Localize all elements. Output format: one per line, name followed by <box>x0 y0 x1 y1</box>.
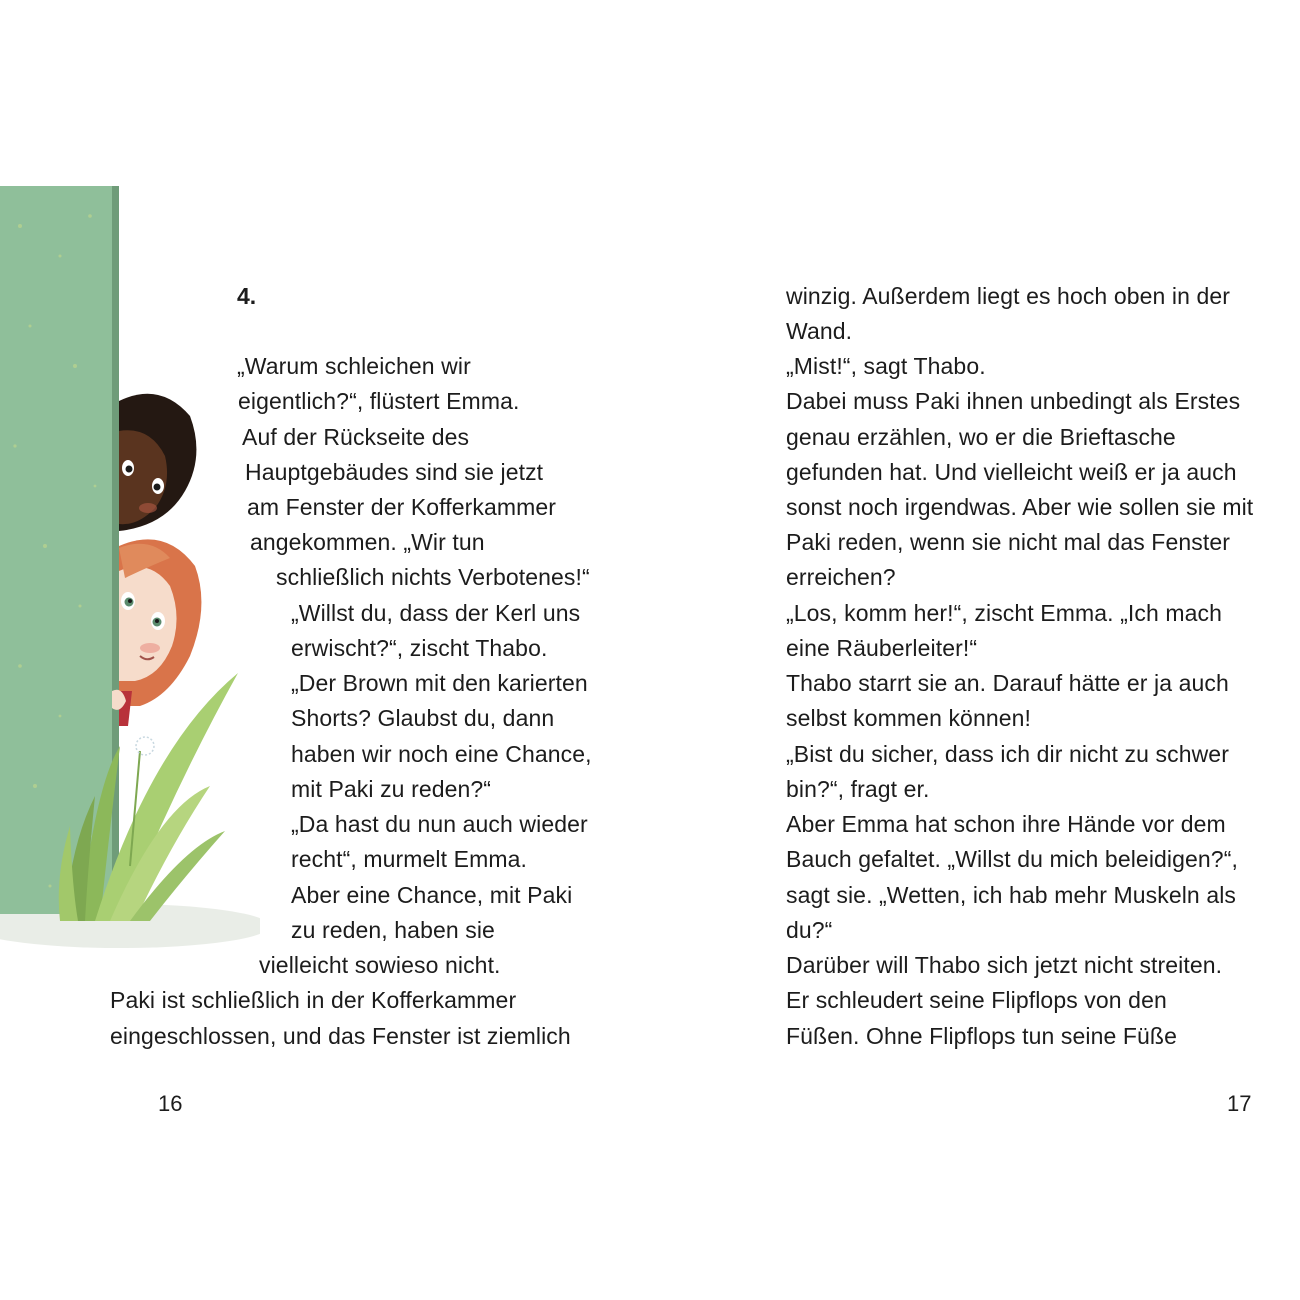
left-line: eingeschlossen, und das Fenster ist ziemlich <box>110 1023 571 1049</box>
left-line: schließlich nichts Verbotenes!“ <box>276 564 590 590</box>
right-line: winzig. Außerdem liegt es hoch oben in der <box>786 283 1231 309</box>
right-line: sagt sie. „Wetten, ich hab mehr Muskeln als <box>786 882 1237 908</box>
right-line: „Los, komm her!“, zischt Emma. „Ich mach <box>786 600 1222 626</box>
right-line: Bauch gefaltet. „Willst du mich beleidigen?“, <box>786 846 1238 872</box>
left-line: „Da hast du nun auch wieder <box>291 811 588 837</box>
right-line: sonst noch irgendwas. Aber wie sollen sie mit <box>786 494 1254 520</box>
right-line: Aber Emma hat schon ihre Hände vor dem <box>786 811 1226 837</box>
page-number-left: 16 <box>158 1091 183 1116</box>
right-line: Darüber will Thabo sich jetzt nicht streiten. <box>786 952 1223 978</box>
left-line: „Der Brown mit den karierten <box>291 670 588 696</box>
left-line: zu reden, haben sie <box>291 917 495 943</box>
left-line: am Fenster der Kofferkammer <box>247 494 557 520</box>
page-number-right: 17 <box>1227 1091 1252 1116</box>
left-line: Paki ist schließlich in der Kofferkammer <box>110 987 517 1013</box>
girl-character <box>112 539 201 726</box>
right-line: Thabo starrt sie an. Darauf hätte er ja auch <box>786 670 1229 696</box>
illustration-children-peeking <box>0 186 260 966</box>
left-line: „Willst du, dass der Kerl uns <box>291 600 581 626</box>
right-line: erreichen? <box>786 564 896 590</box>
left-line: haben wir noch eine Chance, <box>291 741 592 767</box>
right-line: Paki reden, wenn sie nicht mal das Fenster <box>786 529 1230 555</box>
left-line: Shorts? Glaubst du, dann <box>291 705 555 731</box>
left-line: vielleicht sowieso nicht. <box>259 952 501 978</box>
right-line: Füßen. Ohne Flipflops tun seine Füße <box>786 1023 1177 1049</box>
left-line: Hauptgebäudes sind sie jetzt <box>245 459 544 485</box>
left-line: angekommen. „Wir tun <box>250 529 485 555</box>
left-line: mit Paki zu reden?“ <box>291 776 492 802</box>
right-line: „Mist!“, sagt Thabo. <box>786 353 986 379</box>
right-line: Wand. <box>786 318 853 344</box>
right-line: eine Räuberleiter!“ <box>786 635 978 661</box>
right-line: genau erzählen, wo er die Brieftasche <box>786 424 1176 450</box>
left-line: eigentlich?“, flüstert Emma. <box>238 388 520 414</box>
right-line: Dabei muss Paki ihnen unbedingt als Erstes <box>786 388 1241 414</box>
right-line: Er schleudert seine Flipflops von den <box>786 987 1167 1013</box>
boy-character <box>119 394 196 531</box>
right-line: bin?“, fragt er. <box>786 776 930 802</box>
chapter-number: 4. <box>237 283 257 309</box>
left-line: Auf der Rückseite des <box>242 424 470 450</box>
right-line: „Bist du sicher, dass ich dir nicht zu schwer <box>786 741 1229 767</box>
right-line: gefunden hat. Und vielleicht weiß er ja auch <box>786 459 1237 485</box>
left-line: recht“, murmelt Emma. <box>291 846 527 872</box>
right-line: selbst kommen können! <box>786 705 1032 731</box>
left-line: „Warum schleichen wir <box>237 353 471 379</box>
left-line: erwischt?“, zischt Thabo. <box>291 635 548 661</box>
left-line: Aber eine Chance, mit Paki <box>291 882 573 908</box>
right-line: du?“ <box>786 917 833 943</box>
